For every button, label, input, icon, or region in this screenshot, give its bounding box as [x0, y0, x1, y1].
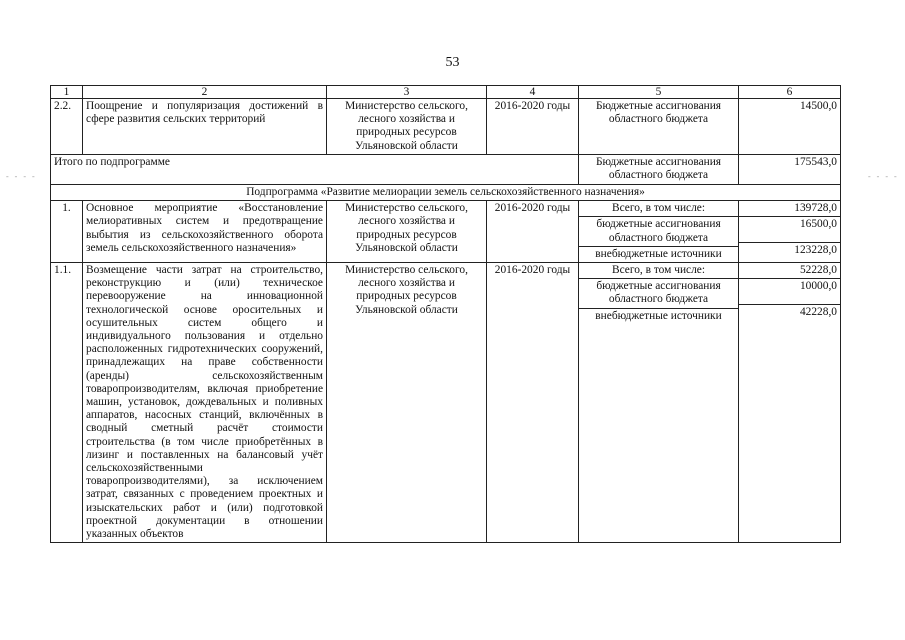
funding-source: бюджетные ассигнования областного бюджета	[579, 217, 738, 246]
amount: 52228,0	[739, 263, 840, 279]
total-label: Итого по подпрограмме	[51, 155, 579, 185]
period: 2016-2020 годы	[487, 99, 579, 155]
row-number: 2.2.	[51, 99, 83, 155]
funding-source: внебюджетные источники	[595, 309, 722, 322]
measure-name: Возмещение части затрат на строительство, реконструкцию и (или) техническое перевооружение на инновационной технологической основе оросительных и осушительных систем общего и индивидуального пользования и отдельно расположенных гидротехнических сооружений, принадлежащих на праве собственности (аренды) сельскохозяйственным товаропроизводителям, включая приобретение машин, установок, дождевальных и поливных аппаратов, насосных станций, включённых в сводный сметный расчёт стоимости строительства (в том числе приобретённых в лизинг и поставленных на балансовый учёт сельскохозяйственными товаропроизводителями), за исключением затрат, связанных с проведением проектных и изыскательских работ и (или) подготовкой проектной документации в отношении указанных объектов	[83, 263, 327, 543]
scan-artifact-right: - - - -	[868, 172, 899, 181]
funding-sources	[579, 263, 739, 543]
header-cell: 4	[487, 86, 579, 99]
period: 2016-2020 годы	[487, 201, 579, 263]
amounts	[739, 201, 841, 263]
scan-artifact-left: - - - -	[6, 172, 37, 181]
measure-name: Основное мероприятие «Восстановление мелиоративных систем и предотвращение выбытия из сельскохозяйственного оборота земель сельскохозяйственного назначения»	[83, 201, 327, 263]
funding-source: Всего, в том числе:	[579, 263, 738, 279]
header-cell: 3	[327, 86, 487, 99]
measure-name: Поощрение и популяризация достижений в сфере развития сельских территорий	[83, 99, 327, 155]
funding-source: бюджетные ассигнования областного бюджета	[579, 279, 738, 308]
amount: 14500,0	[739, 99, 841, 155]
amount: 42228,0	[799, 306, 837, 319]
header-cell: 1	[51, 86, 83, 99]
funding-source: Бюджетные ассигнования областного бюджета	[579, 99, 739, 155]
executor: Министерство сельского, лесного хозяйства и природных ресурсов Ульяновской области	[327, 201, 487, 263]
amounts	[739, 263, 841, 543]
funding-source: Бюджетные ассигнования областного бюджета	[579, 155, 739, 185]
row-number: 1.	[51, 201, 83, 263]
header-cell: 2	[83, 86, 327, 99]
program-table	[50, 85, 841, 543]
funding-source: внебюджетные источники	[595, 247, 722, 260]
amount: 175543,0	[739, 155, 841, 185]
table-row	[51, 263, 841, 543]
funding-sources	[579, 201, 739, 263]
row-number: 1.1.	[51, 263, 83, 543]
total-row	[51, 155, 841, 185]
page-number: 53	[445, 55, 460, 70]
amount: 123228,0	[794, 244, 837, 257]
amount: 10000,0	[739, 279, 840, 305]
funding-source: Всего, в том числе:	[579, 201, 738, 217]
subprogram-title: Подпрограмма «Развитие мелиорации земель сельскохозяйственного назначения»	[51, 185, 841, 201]
executor: Министерство сельского, лесного хозяйства и природных ресурсов Ульяновской области	[327, 263, 487, 543]
executor: Министерство сельского, лесного хозяйства и природных ресурсов Ульяновской области	[327, 99, 487, 155]
table-row	[51, 99, 841, 155]
header-cell: 6	[739, 86, 841, 99]
amount: 16500,0	[739, 217, 840, 243]
subprogram-row	[51, 185, 841, 201]
amount: 139728,0	[739, 201, 840, 217]
header-row	[51, 86, 841, 99]
header-cell: 5	[579, 86, 739, 99]
period: 2016-2020 годы	[487, 263, 579, 543]
table-row	[51, 201, 841, 263]
